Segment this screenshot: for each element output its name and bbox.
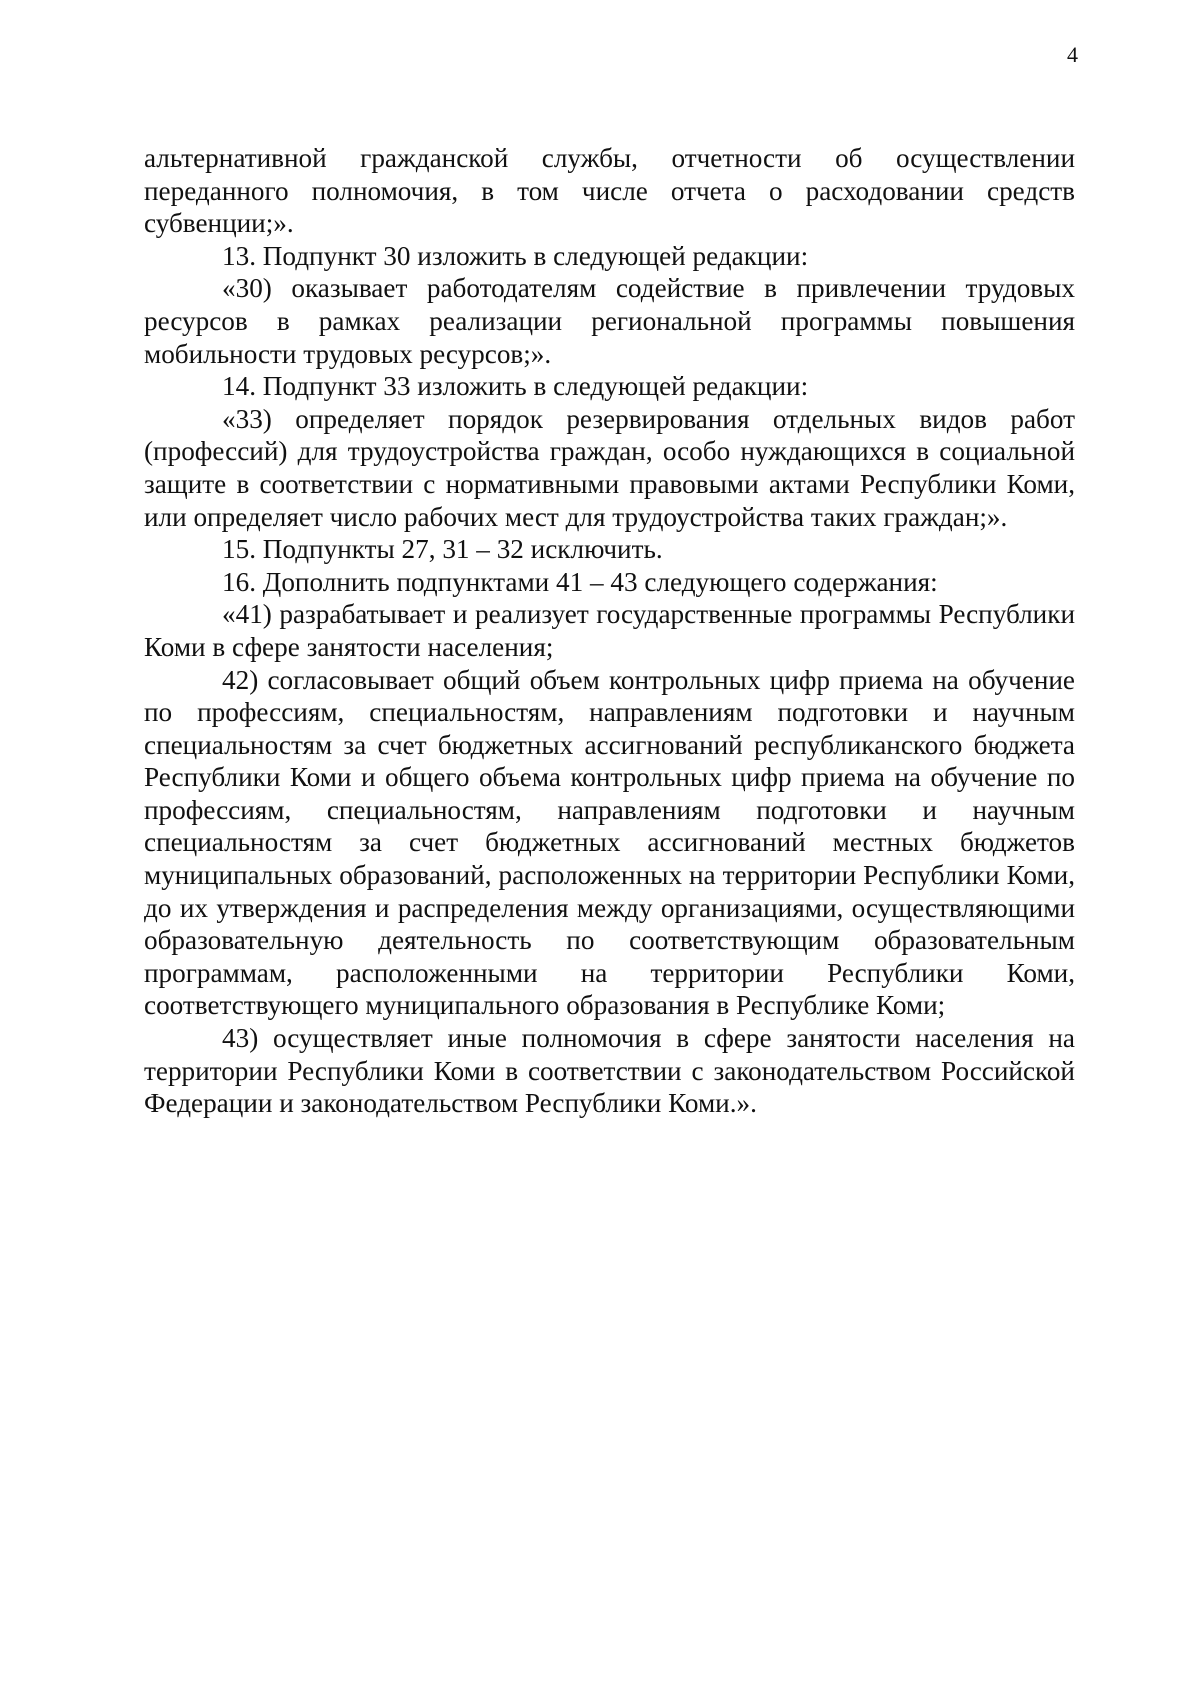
- paragraph-subitem-41: «41) разрабатывает и реализует государственные программы Республики Коми в сфере занятости населения;: [144, 599, 1075, 662]
- paragraph-subitem-43: 43) осуществляет иные полномочия в сфере занятости населения на территории Республики Коми в соответствии с законодательством Российской Федерации и законодательством Республики Коми.».: [144, 1023, 1075, 1119]
- page-number: 4: [1067, 42, 1078, 67]
- paragraph-subitem-42: 42) согласовывает общий объем контрольных цифр приема на обучение по профессиям, специальностям, направлениям подготовки и научным специальностям за счет бюджетных ассигнований республиканского бюджета Республики Коми и общего объема контрольных цифр приема на обучение по профессиям, специальностям, направлениям подготовки и научным специальностям за счет бюджетных ассигнований местных бюджетов муниципальных образований, расположенных на территории Республики Коми, до их утверждения и распределения между организациями, осуществляющими образовательную деятельность по соответствующим образовательным программам, расположенными на территории Республики Коми, соответствующего муниципального образования в Республике Коми;: [144, 664, 1075, 1021]
- paragraph-item-13: 13. Подпункт 30 изложить в следующей редакции:: [222, 240, 809, 271]
- paragraph-item-15: 15. Подпункты 27, 31 – 32 исключить.: [222, 534, 663, 565]
- paragraph-continuation: альтернативной гражданской службы, отчетности об осуществлении переданного полномочия, в том числе отчета о расходовании средств субвенции;».: [144, 143, 1075, 239]
- paragraph-item-16: 16. Дополнить подпунктами 41 – 43 следующего содержания:: [222, 566, 938, 597]
- paragraph-item-14: 14. Подпункт 33 изложить в следующей редакции:: [222, 371, 809, 402]
- paragraph-subitem-33: «33) определяет порядок резервирования отдельных видов работ (профессий) для трудоустройства граждан, особо нуждающихся в социальной защите в соответствии с нормативными правовыми актами Республики Коми, или определяет число рабочих мест для трудоустройства таких граждан;».: [144, 403, 1075, 532]
- document-body: [144, 142, 1075, 1120]
- paragraph-subitem-30: «30) оказывает работодателям содействие в привлечении трудовых ресурсов в рамках реализации региональной программы повышения мобильности трудовых ресурсов;».: [144, 273, 1075, 369]
